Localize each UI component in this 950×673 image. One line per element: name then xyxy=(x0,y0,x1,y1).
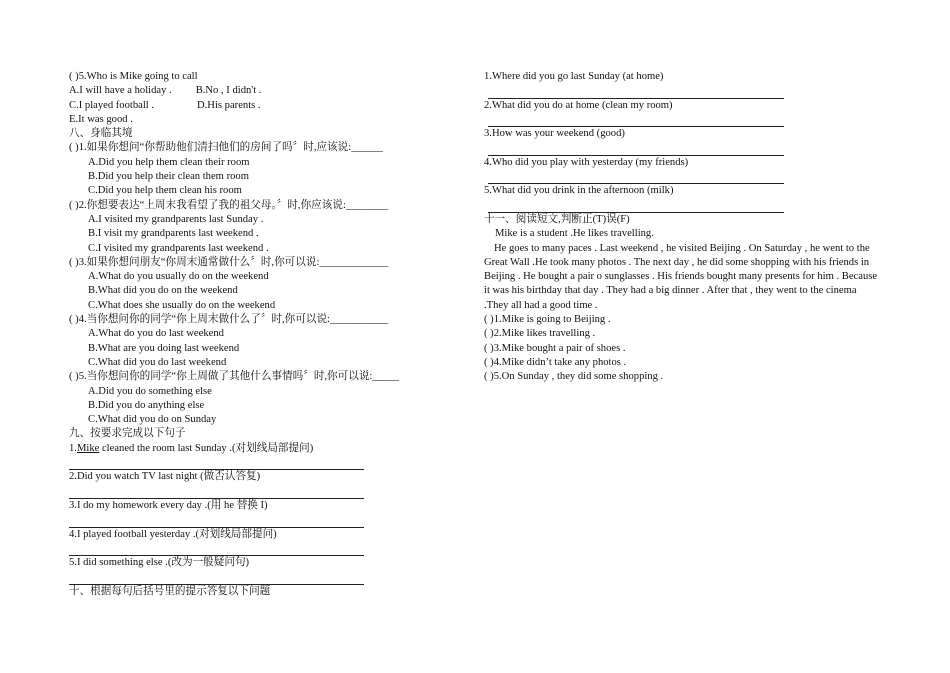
answer-line[interactable] xyxy=(488,141,784,155)
tf-item: ( )3.Mike bought a pair of shoes . xyxy=(484,342,626,354)
option-c: C.I played football . xyxy=(69,99,155,111)
sec10-question-2: 2.What did you do at home (clean my room) xyxy=(484,99,673,111)
answer-line[interactable] xyxy=(488,170,784,184)
option-d: D.His parents . xyxy=(197,99,261,111)
answer-line[interactable] xyxy=(488,199,784,213)
question-stem: ( )3.如果你想问朋友“你周末通常做什么〞时,你可以说:_____________ xyxy=(69,256,389,268)
option: C.What did you do on Sunday xyxy=(88,414,217,426)
sec8-item-5 xyxy=(69,370,449,427)
option: C.What did you do last weekend xyxy=(88,356,227,368)
sec10-question-4: 4.Who did you play with yesterday (my friends) xyxy=(484,156,689,168)
sec8-item-4 xyxy=(69,313,449,370)
option-a: A.I will have a holiday . xyxy=(69,85,172,97)
tf-item: ( )1.Mike is going to Beijing . xyxy=(484,314,611,326)
question-stem: ( )5.当你想问你的同学“你上周做了其他什么事情吗〞时,你可以说:_____ xyxy=(69,371,399,383)
option: B.I visit my grandparents last weekend . xyxy=(88,228,259,240)
section-title: 十、根据每句后括号里的提示答复以下问题 xyxy=(69,585,271,597)
sec8-item-2 xyxy=(69,199,449,256)
sec10-question-3: 3.How was your weekend (good) xyxy=(484,128,625,140)
option: C.What does she usually do on the weekend xyxy=(88,299,276,311)
section-title: 八、身临其境 xyxy=(69,128,133,140)
option: C.I visited my grandparents last weekend . xyxy=(88,242,269,254)
sec8-item-1 xyxy=(69,141,449,198)
option-b: B.No , I didn't . xyxy=(195,85,262,97)
option: A.I visited my grandparents last Sunday . xyxy=(88,213,264,225)
left-column xyxy=(69,70,449,599)
option: B.Did you do anything else xyxy=(88,399,205,411)
passage-line: Mike is a student .He likes travelling. xyxy=(495,228,654,240)
option-row xyxy=(69,99,449,113)
answer-line[interactable] xyxy=(69,570,364,584)
question-number: 1. xyxy=(69,442,77,454)
answer-line[interactable] xyxy=(69,456,364,470)
question-stem: ( )4.当你想问你的同学“你上周末做什么了〞时,你可以说:___________ xyxy=(69,314,389,326)
option: B.What did you do on the weekend xyxy=(88,285,238,297)
tf-item: ( )2.Mike likes travelling . xyxy=(484,328,596,340)
tf-item: ( )4.Mike didn’t take any photos . xyxy=(484,356,627,368)
section-title: 十一、阅读短文,判断正(T)误(F) xyxy=(484,213,630,225)
answer-line[interactable] xyxy=(69,485,364,499)
option: B.What are you doing last weekend xyxy=(88,342,240,354)
question-text: cleaned the room last Sunday .(对划线局部提问) xyxy=(99,442,314,454)
sec9-question-3: 3.I do my homework every day .(用 he 替换 I) xyxy=(69,499,268,511)
question-stem: ( )5.Who is Mike going to call xyxy=(69,71,198,82)
option: A.Did you help them clean their room xyxy=(88,156,250,168)
option-row xyxy=(69,84,449,98)
tf-item: ( )5.On Sunday , they did some shopping . xyxy=(484,371,664,383)
sec9-question-4: 4.I played football yesterday .(对划线局部提问) xyxy=(69,528,277,540)
option-e: E.It was good . xyxy=(69,113,133,125)
question-stem: ( )2.你想要表达“上周末我看望了我的祖父母。〞时,你应该说:________ xyxy=(69,199,389,211)
sec9-question-5: 5.I did something else .(改为一般疑问句) xyxy=(69,557,250,569)
option: C.Did you help them clean his room xyxy=(88,185,242,197)
question-stem: ( )1.如果你想问“你帮助他们清扫他们的房间了吗〞时,应该说:______ xyxy=(69,142,383,154)
answer-line[interactable] xyxy=(488,84,784,98)
option: A.What do you do last weekend xyxy=(88,328,224,340)
right-column xyxy=(484,70,884,385)
section-title: 九、按要求完成以下句子 xyxy=(69,428,186,440)
sec9-question-2: 2.Did you watch TV last night (做否认答复) xyxy=(69,471,261,483)
answer-line[interactable] xyxy=(69,513,364,527)
sec10-question-1: 1.Where did you go last Sunday (at home) xyxy=(484,71,664,82)
option: A.Did you do something else xyxy=(88,385,212,397)
underlined-word: Mike xyxy=(76,442,100,454)
option: A.What do you usually do on the weekend xyxy=(88,271,269,283)
answer-line[interactable] xyxy=(488,113,784,127)
sec9-question-1 xyxy=(69,442,449,456)
passage-paragraph: He goes to many paces . Last weekend , he visited Beijing . On Saturday , he went to the Great Wall .He took many photos . The next day , he did some shopping with his friends in Beijing . He bought a pair o sunglasses . His friends bought many presents for him . Because it was his birthday that day . They had a big dinner . After that , they went to the cinema .They all had a good time . xyxy=(484,242,878,311)
answer-line[interactable] xyxy=(69,542,364,556)
option: B.Did you help their clean them room xyxy=(88,171,249,183)
sec8-item-3 xyxy=(69,256,449,313)
sec10-question-5: 5.What did you drink in the afternoon (milk) xyxy=(484,185,674,197)
